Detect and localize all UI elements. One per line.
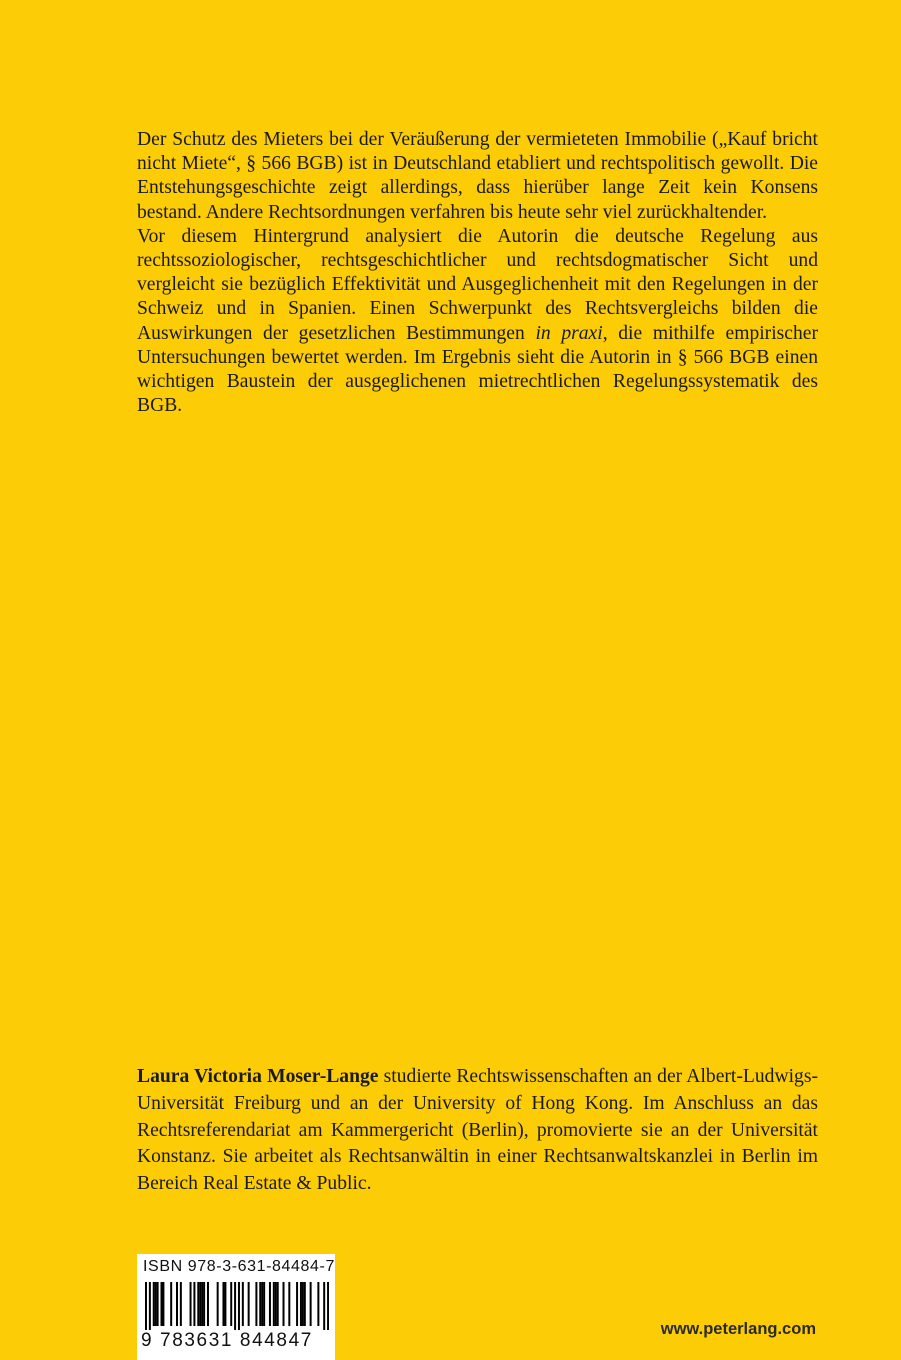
- barcode-bars: [145, 1282, 329, 1330]
- barcode-bar: [263, 1282, 265, 1326]
- barcode-bar: [153, 1282, 155, 1326]
- blurb-paragraph-2: [137, 225, 818, 419]
- barcode-bar: [302, 1282, 304, 1326]
- barcode-bar: [193, 1282, 195, 1326]
- barcode-bar: [222, 1282, 224, 1326]
- blurb-paragraph-2-end: , die mithilfe empirischer Untersuchungen bewertet werden. Im Ergebnis sieht die Autorin in § 566 BGB einen wichtigen Baustein der ausgeglichenen mietrechtlichen Regelungssystematik des BGB.: [137, 322, 818, 417]
- barcode-bar: [203, 1282, 205, 1326]
- barcode-bar: [277, 1282, 279, 1326]
- barcode-bar: [300, 1282, 302, 1326]
- barcode-bar: [259, 1282, 261, 1326]
- barcode-bar: [230, 1282, 232, 1326]
- barcode-bar: [304, 1282, 306, 1326]
- barcode-bar: [160, 1282, 162, 1326]
- author-bio-text: studierte Rechtswissenschaften an der Albert-Ludwigs-Universität Freiburg und an der University of Hong Kong. Im Anschluss an das Rechtsreferendariat am Kammergericht (Berlin), promovierte sie an der Universität Konstanz. Sie arbeitet als Rechtsanwältin in einer Rechtsanwaltskanzlei in Berlin im Bereich Real Estate & Public.: [137, 1066, 818, 1195]
- barcode-bar: [197, 1282, 199, 1326]
- isbn-label: ISBN 978-3-631-84484-7: [143, 1258, 335, 1275]
- barcode-bar: [207, 1282, 209, 1326]
- barcode-bar: [224, 1282, 226, 1326]
- barcode-bar: [242, 1282, 244, 1326]
- barcode-bar: [234, 1282, 236, 1330]
- barcode-bar: [261, 1282, 263, 1326]
- barcode-bar: [238, 1282, 240, 1330]
- barcode-bar: [162, 1282, 164, 1326]
- barcode-bar: [145, 1282, 147, 1330]
- barcode-bar: [199, 1282, 201, 1326]
- barcode-bar: [317, 1282, 319, 1326]
- barcode-bar: [201, 1282, 203, 1326]
- barcode-bar: [155, 1282, 157, 1326]
- author-name: Laura Victoria Moser-Lange: [137, 1066, 379, 1087]
- barcode-bar: [269, 1282, 271, 1326]
- barcode-bar: [275, 1282, 277, 1326]
- barcode-bar: [327, 1282, 329, 1330]
- barcode-bar: [176, 1282, 178, 1326]
- blurb-italic-term: in praxi: [535, 322, 603, 344]
- publisher-website[interactable]: www.peterlang.com: [660, 1320, 816, 1338]
- barcode-bar: [296, 1282, 298, 1326]
- barcode-bar: [310, 1282, 312, 1326]
- barcode-bar: [248, 1282, 250, 1326]
- barcode-bar: [283, 1282, 285, 1326]
- author-bio: [137, 1064, 818, 1198]
- barcode-bar: [157, 1282, 159, 1326]
- barcode-bar: [190, 1282, 192, 1326]
- barcode-bar: [149, 1282, 151, 1330]
- barcode-bar: [217, 1282, 219, 1326]
- blurb-paragraph-1: Der Schutz des Mieters bei der Veräußerung der vermieteten Immobilie („Kauf bricht nicht Miete“, § 566 BGB) ist in Deutschland etabliert und rechtspolitisch gewollt. Die Entstehungsgeschichte zeigt allerdings, dass hierüber lange Zeit kein Konsens bestand. Andere Rechtsordnungen verfahren bis heute sehr viel zurückhaltender.: [137, 129, 818, 223]
- isbn-barcode: [137, 1254, 335, 1360]
- barcode-bar: [273, 1282, 275, 1326]
- barcode-bar: [170, 1282, 172, 1326]
- blurb-paragraph-2-start: Vor diesem Hintergrund analysiert die Autorin die deutsche Regelung aus rechtssoziologischer, rechtsgeschichtlicher und rechtsdogmatischer Sicht und vergleicht sie bezüglich Effektivität und Ausgeglichenheit mit den Regelungen in der Schweiz und in Spanien. Einen Schwerpunkt des Rechtsvergleichs bilden die Auswirkungen der gesetzlichen Bestimmungen: [137, 225, 818, 344]
- barcode-digits: 9 783631 844847: [141, 1330, 313, 1351]
- barcode-bar: [323, 1282, 325, 1330]
- blurb-text: [137, 128, 818, 418]
- barcode-bar: [180, 1282, 182, 1326]
- barcode-bar: [255, 1282, 257, 1326]
- barcode-bar: [288, 1282, 290, 1326]
